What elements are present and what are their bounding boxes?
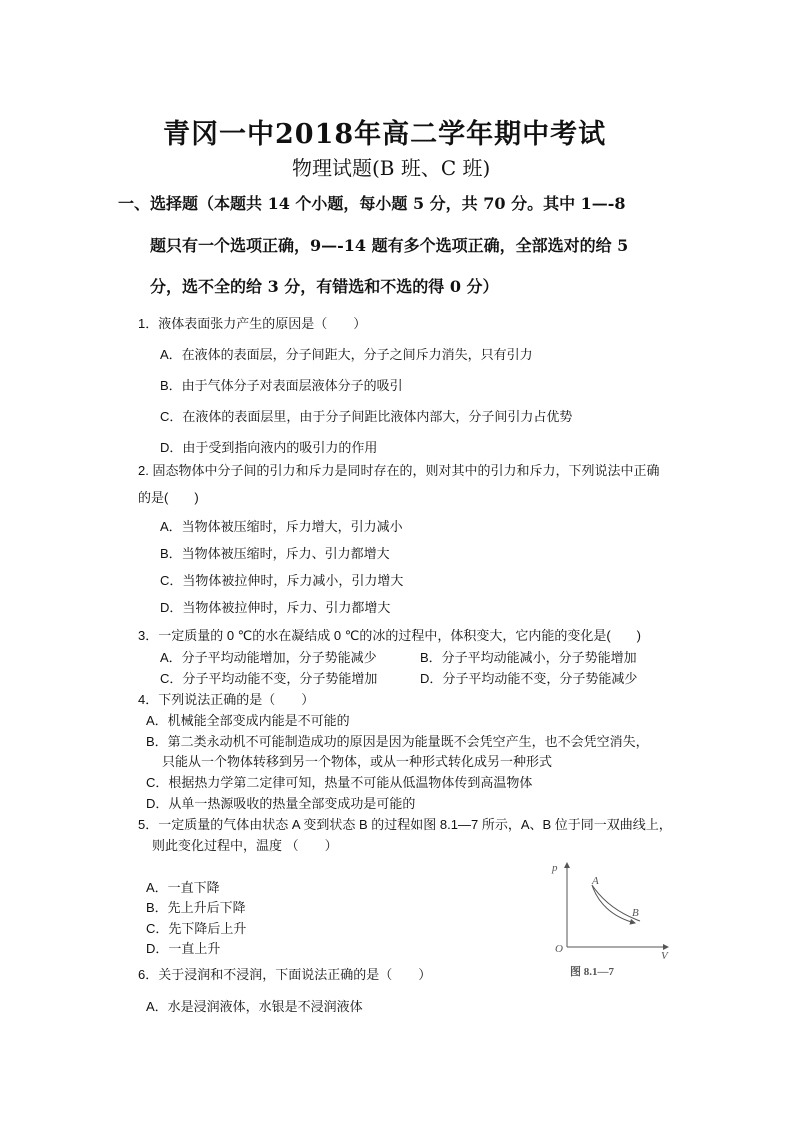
section-heading-line3: 分，选不全的给 3 分，有错选和不选的得 0 分） <box>150 277 499 296</box>
question-3-option-b: B．分子平均动能减小，分子势能增加 <box>420 650 637 665</box>
question-3-option-d: D．分子平均动能不变，分子势能减少 <box>420 671 638 686</box>
question-6-stem: 6．关于浸润和不浸润，下面说法正确的是（ ） <box>138 967 432 982</box>
question-2-option-d: D．当物体被拉伸时，斥力、引力都增大 <box>160 600 391 615</box>
section-heading-line1: 一、选择题（本题共 14 个小题，每小题 5 分，共 70 分。其中 1—-8 <box>118 194 626 213</box>
exam-title: 青冈一中2018年高二学年期中考试 <box>163 119 607 150</box>
question-6-option-a: A．水是浸润液体，水银是不浸润液体 <box>146 999 363 1014</box>
question-1-option-a: A．在液体的表面层，分子间距大，分子之间斥力消失，只有引力 <box>160 347 533 362</box>
process-path-arrow <box>592 885 635 923</box>
p-axis-label: p <box>552 862 558 874</box>
exam-subtitle: 物理试题(B 班、C 班) <box>292 156 491 180</box>
question-3-option-c: C．分子平均动能不变，分子势能增加 <box>160 671 378 686</box>
question-5-option-c: C．先下降后上升 <box>146 921 247 936</box>
question-2-option-c: C．当物体被拉伸时，斥力减小，引力增大 <box>160 573 404 588</box>
section-heading-line2: 题只有一个选项正确，9—-14 题有多个选项正确，全部选对的给 5 <box>150 236 629 255</box>
question-3-stem: 3．一定质量的 0 ℃的水在凝结成 0 ℃的冰的过程中，体积变大，它内能的变化是( ) <box>138 628 641 643</box>
question-5-stem: 5．一定质量的气体由状态 A 变到状态 B 的过程如图 8.1—7 所示，A、B 位于同一双曲线上， <box>138 817 672 832</box>
pv-diagram-figure <box>540 855 680 985</box>
question-5-option-b: B．先上升后下降 <box>146 900 246 915</box>
question-4-option-b-cont: 只能从一个物体转移到另一个物体，或从一种形式转化成另一种形式 <box>162 754 553 769</box>
question-4-option-d: D．从单一热源吸收的热量全部变成功是可能的 <box>146 796 416 811</box>
question-5-option-d: D．一直上升 <box>146 941 221 956</box>
question-2-option-a: A．当物体被压缩时，斥力增大，引力减小 <box>160 519 403 534</box>
question-3-option-a: A．分子平均动能增加，分子势能减少 <box>160 650 377 665</box>
question-1-stem: 1．液体表面张力产生的原因是（ ） <box>138 316 367 331</box>
question-2-stem-cont: 的是( ) <box>138 490 199 505</box>
question-4-stem: 4．下列说法正确的是（ ） <box>138 692 315 707</box>
question-4-option-c: C．根据热力学第二定律可知，热量不可能从低温物体传到高温物体 <box>146 775 533 790</box>
question-5-option-a: A．一直下降 <box>146 880 220 895</box>
question-5-stem-cont: 则此变化过程中，温度 （ ） <box>152 838 338 853</box>
v-axis-label: V <box>661 950 668 962</box>
figure-caption: 图 8.1—7 <box>570 966 614 978</box>
question-1-option-d: D．由于受到指向液内的吸引力的作用 <box>160 440 378 455</box>
question-2-option-b: B．当物体被压缩时，斥力、引力都增大 <box>160 546 390 561</box>
question-1-option-b: B．由于气体分子对表面层液体分子的吸引 <box>160 378 403 393</box>
question-2-stem: 2. 固态物体中分子间的引力和斥力是同时存在的，则对其中的引力和斥力，下列说法中正确 <box>138 463 660 478</box>
question-4-option-b: B．第二类永动机不可能制造成功的原因是因为能量既不会凭空产生，也不会凭空消失， <box>146 734 649 749</box>
point-a-label: A <box>592 875 599 887</box>
question-4-option-a: A．机械能全部变成内能是不可能的 <box>146 713 350 728</box>
point-b-label: B <box>632 907 639 919</box>
question-1-option-c: C．在液体的表面层里，由于分子间距比液体内部大，分子间引力占优势 <box>160 409 573 424</box>
origin-label: O <box>555 943 563 955</box>
